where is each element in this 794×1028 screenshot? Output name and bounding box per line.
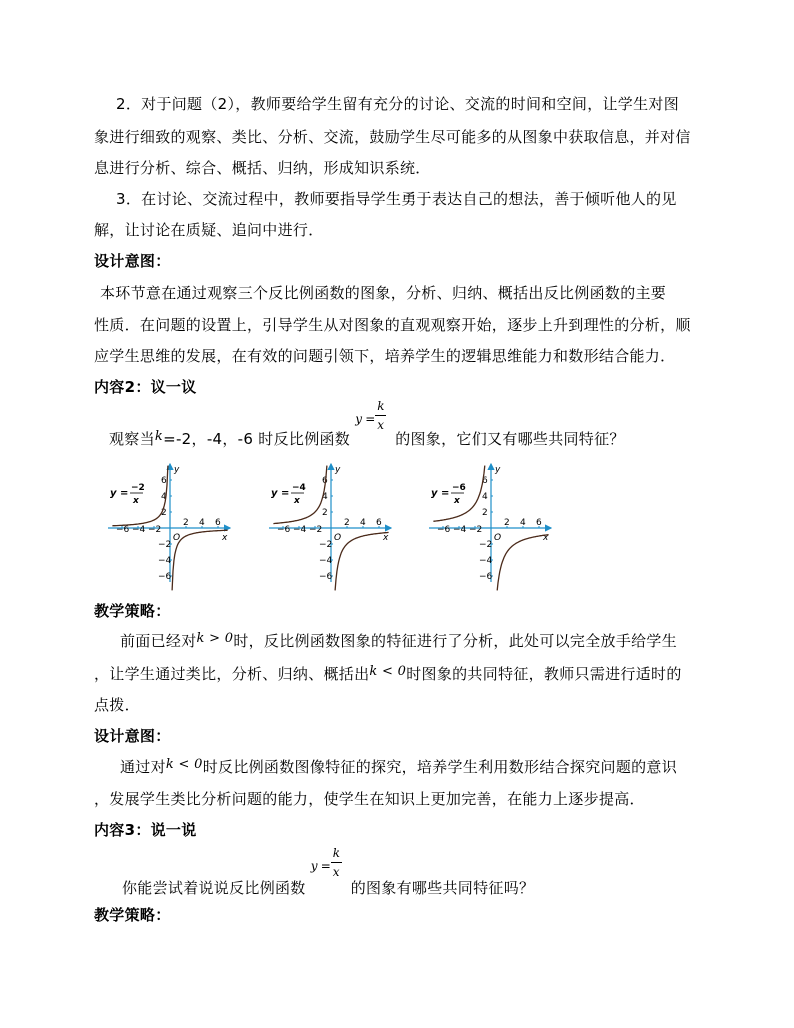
origin-label: O — [173, 533, 181, 543]
heading-design-intent-2: 设计意图： — [94, 727, 171, 745]
graph-k-neg6 — [429, 464, 551, 590]
formula-bar — [375, 415, 386, 416]
y-tick-label: 4 — [482, 492, 488, 502]
question-2-k: k — [154, 429, 164, 444]
y-tick-label: −6 — [319, 572, 333, 582]
paragraph-5-line-1 — [120, 756, 677, 777]
y-axis-label: y — [174, 465, 180, 475]
y-tick-label: 6 — [322, 476, 328, 486]
graph-k-neg2 — [108, 464, 230, 590]
paragraph-1-line-3: 息进行分析、综合、概括、归纳，形成知识系统． — [94, 159, 431, 177]
question-3-pre: 你能尝试着说说反比例函数 — [122, 879, 306, 897]
x-tick-label: −2 — [469, 525, 483, 535]
graph-k-neg4 — [269, 464, 391, 590]
question-2-post: 的图象，它们又有哪些共同特征？ — [395, 430, 625, 448]
y-tick-label: −4 — [479, 556, 493, 566]
x-axis-label: x — [383, 533, 389, 543]
paragraph-1-line-1: 2．对于问题（2），教师要给学生留有充分的讨论、交流的时间和空间，让学生对图 — [116, 95, 679, 113]
y-tick-label: 2 — [322, 508, 328, 518]
x-axis-label: x — [222, 533, 228, 543]
y-tick-label: −4 — [319, 556, 333, 566]
hyperbola-branch-right — [497, 535, 548, 591]
heading-teaching-strategy-2: 教学策略： — [94, 906, 171, 924]
question-2 — [109, 399, 625, 449]
y-tick-label: −6 — [479, 572, 493, 582]
p5-text-b: 时反比例函数图像特征的探究，培养学生利用数形结合探究问题的意识 — [202, 758, 678, 776]
x-tick-label: 6 — [376, 518, 382, 528]
y-tick-label: 2 — [161, 508, 167, 518]
question-2-values: =-2，-4，-6 时反比例函数 — [163, 430, 351, 448]
function-label-numerator: −2 — [131, 483, 145, 493]
origin-label: O — [334, 533, 342, 543]
x-tick-label: −6 — [437, 525, 451, 535]
y-tick-label: 2 — [482, 508, 488, 518]
graphs-area — [0, 452, 794, 592]
formula2-bar — [331, 862, 342, 863]
x-tick-label: −2 — [309, 525, 323, 535]
x-tick-label: −2 — [148, 525, 162, 535]
y-tick-label: −4 — [158, 556, 172, 566]
heading-teaching-strategy-1: 教学策略： — [94, 602, 171, 620]
formula-eq: = — [365, 412, 376, 426]
formula-y-k-over-x-2 — [310, 846, 351, 893]
x-tick-label: −6 — [277, 525, 291, 535]
x-tick-label: −6 — [116, 525, 130, 535]
y-axis-label: y — [335, 465, 341, 475]
question-2-pre: 观察当 — [109, 430, 155, 448]
y-tick-label: −2 — [479, 540, 493, 550]
p4-k-gt-0: k > 0 — [196, 631, 234, 646]
question-3 — [122, 846, 535, 898]
x-tick-label: 4 — [199, 518, 205, 528]
heading-content-3: 内容3：说一说 — [94, 821, 197, 839]
formula-den: x — [377, 418, 385, 432]
y-tick-label: −2 — [158, 540, 172, 550]
function-label-numerator: −4 — [292, 483, 306, 493]
function-label-denominator: x — [294, 496, 300, 506]
paragraph-5-line-2: ，发展学生类比分析问题的能力，使学生在知识上更加完善，在能力上逐步提高． — [94, 790, 645, 808]
formula2-den: x — [332, 865, 340, 879]
x-tick-label: 6 — [536, 518, 542, 528]
x-tick-label: 2 — [344, 518, 350, 528]
formula2-y: y — [310, 859, 318, 873]
y-tick-label: 6 — [161, 476, 167, 486]
p5-text-a: 通过对 — [120, 758, 166, 776]
paragraph-3-line-2: 性质．在问题的设置上，引导学生从对图象的直观观察开始，逐步上升到理性的分析，顺 — [94, 316, 691, 334]
x-axis-label: x — [543, 533, 549, 543]
hyperbola-branch-right — [172, 530, 228, 590]
p4-text-b: 时，反比例函数图象的特征进行了分析，此处可以完全放手给学生 — [233, 632, 678, 650]
y-tick-label: 4 — [322, 492, 328, 502]
hyperbola-branch-right — [335, 532, 389, 590]
x-tick-label: −4 — [132, 525, 146, 535]
paragraph-4-line-3: 点拨． — [94, 696, 140, 714]
paragraph-3-line-3: 应学生思维的发展，在有效的问题引领下，培养学生的逻辑思维能力和数形结合能力． — [94, 347, 676, 365]
heading-design-intent-1: 设计意图： — [94, 252, 171, 270]
y-tick-label: −2 — [319, 540, 333, 550]
function-label-denominator: x — [454, 496, 460, 506]
function-label-y: y = — [271, 488, 290, 499]
function-label-numerator: −6 — [452, 483, 466, 493]
paragraph-2-line-1: 3．在讨论、交流过程中，教师要指导学生勇于表达自己的想法，善于倾听他人的见 — [116, 190, 677, 208]
heading-content-2: 内容2：议一议 — [94, 378, 197, 396]
x-tick-label: 2 — [183, 518, 189, 528]
formula-y: y — [355, 412, 363, 426]
question-3-post: 的图象有哪些共同特征吗？ — [350, 879, 535, 897]
p4-text-c: ，让学生通过类比，分析、归纳、概括出 — [94, 665, 370, 683]
x-tick-label: 4 — [360, 518, 366, 528]
paragraph-2-line-2: 解，让讨论在质疑、追问中进行． — [94, 221, 324, 239]
p4-text-d: 时图象的共同特征，教师只需进行适时的 — [406, 665, 682, 683]
y-tick-label: 4 — [161, 492, 167, 502]
function-label-y: y = — [110, 488, 129, 499]
y-tick-label: −6 — [158, 572, 172, 582]
formula2-eq: = — [320, 859, 332, 873]
paragraph-4-line-1 — [120, 630, 677, 651]
formula-num: k — [377, 399, 385, 413]
p4-text-a: 前面已经对 — [120, 632, 197, 650]
p4-k-lt-0: k < 0 — [369, 664, 407, 679]
y-axis-label: y — [495, 465, 501, 475]
paragraph-1-line-2: 象进行细致的观察、类比、分析、交流，鼓励学生尽可能多的从图象中获取信息，并对信 — [94, 128, 691, 146]
x-tick-label: 4 — [520, 518, 526, 528]
formula-y-k-over-x — [355, 399, 395, 444]
x-tick-label: −4 — [293, 525, 307, 535]
paragraph-4-line-2 — [94, 663, 682, 684]
paragraph-3-line-1: 本环节意在通过观察三个反比例函数的图象，分析、归纳、概括出反比例函数的主要 — [100, 284, 667, 302]
x-tick-label: −4 — [453, 525, 467, 535]
function-label-denominator: x — [133, 496, 139, 506]
origin-label: O — [494, 533, 502, 543]
x-tick-label: 6 — [215, 518, 221, 528]
y-tick-label: 6 — [482, 476, 488, 486]
p5-k-lt-0: k < 0 — [165, 757, 203, 772]
x-tick-label: 2 — [504, 518, 510, 528]
function-label-y: y = — [431, 488, 450, 499]
formula2-num: k — [332, 846, 341, 860]
